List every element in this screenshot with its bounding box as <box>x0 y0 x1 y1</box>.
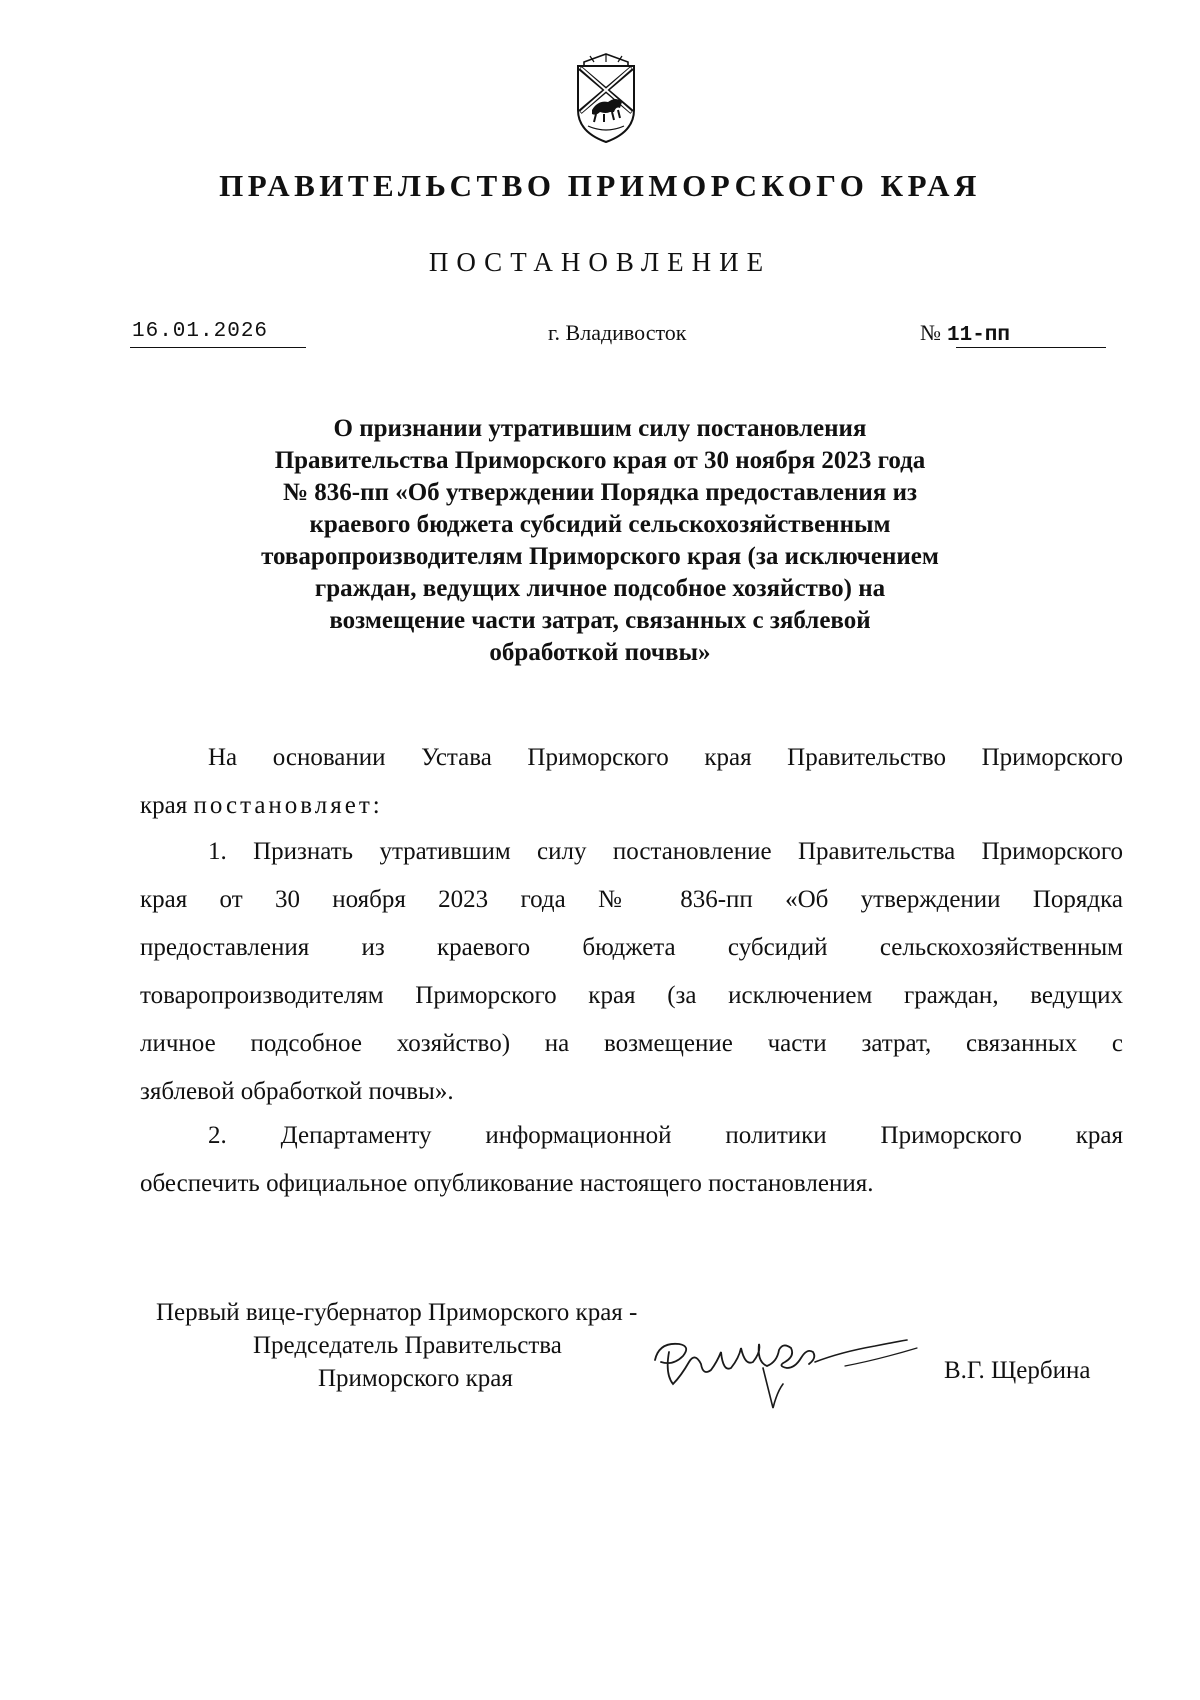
coat-of-arms-emblem-icon <box>570 52 642 144</box>
document-date <box>132 320 268 343</box>
heading-line: Правительства Приморского края от 30 ноября 2023 года <box>274 447 926 474</box>
government-title: ПРАВИТЕЛЬСТВО ПРИМОРСКОГО КРАЯ <box>219 168 981 203</box>
document-city: г. Владивосток <box>548 320 687 345</box>
body-line: На основании Устава Приморского края Правительство Приморского <box>208 744 1123 771</box>
position-line: Приморского края <box>318 1365 513 1392</box>
heading-line: краевого бюджета субсидий сельскохозяйственным <box>309 511 891 538</box>
body-line: обеспечить официальное опубликование настоящего постановления. <box>140 1170 874 1197</box>
signer-name: В.Г. Щербина <box>944 1357 1091 1384</box>
heading-line: товаропроизводителям Приморского края (за исключением <box>261 543 939 570</box>
document-heading <box>150 413 1050 669</box>
document-number <box>920 320 1010 347</box>
body-line: товаропроизводителям Приморского края (за исключением граждан, ведущих <box>140 982 1123 1009</box>
document-number-value: 11-пп <box>947 324 1011 347</box>
body-text: края <box>140 792 194 819</box>
body-line: зяблевой обработкой почвы». <box>140 1078 454 1105</box>
heading-line: № 836-пп «Об утверждении Порядка предоставления из <box>282 479 918 506</box>
position-line: Первый вице-губернатор Приморского края - <box>156 1299 638 1326</box>
number-underline <box>956 347 1106 348</box>
body-line: предоставления из краевого бюджета субсидий сельскохозяйственным <box>140 934 1123 961</box>
date-underline <box>130 347 306 348</box>
body-line: 2. Департаменту информационной политики Приморского края <box>208 1122 1123 1149</box>
heading-line: граждан, ведущих личное подсобное хозяйство) на <box>314 575 886 602</box>
handwritten-signature-icon <box>645 1322 945 1422</box>
heading-line: возмещение части затрат, связанных с зяблевой <box>329 607 871 634</box>
body-line: края от 30 ноября 2023 года № 836-пп «Об утверждении Порядка <box>140 886 1123 913</box>
number-sign: № <box>920 320 941 345</box>
body-line: личное подсобное хозяйство) на возмещение части затрат, связанных с <box>140 1030 1123 1057</box>
document-type-title: ПОСТАНОВЛЕНИЕ <box>428 247 772 277</box>
position-line: Председатель Правительства <box>253 1332 562 1359</box>
signer-position <box>156 1296 637 1395</box>
item-2-paragraph <box>140 1112 1123 1208</box>
heading-line: обработкой почвы» <box>489 639 711 666</box>
intro-paragraph <box>140 734 1123 830</box>
body-line: 1. Признать утратившим силу постановление Правительства Приморского <box>208 838 1123 865</box>
document-date-value: 16.01.2026 <box>132 320 269 343</box>
heading-line: О признании утратившим силу постановления <box>333 415 867 442</box>
item-1-paragraph <box>140 828 1123 1116</box>
body-line <box>140 782 1123 830</box>
resolves-word: постановляет: <box>193 792 383 819</box>
